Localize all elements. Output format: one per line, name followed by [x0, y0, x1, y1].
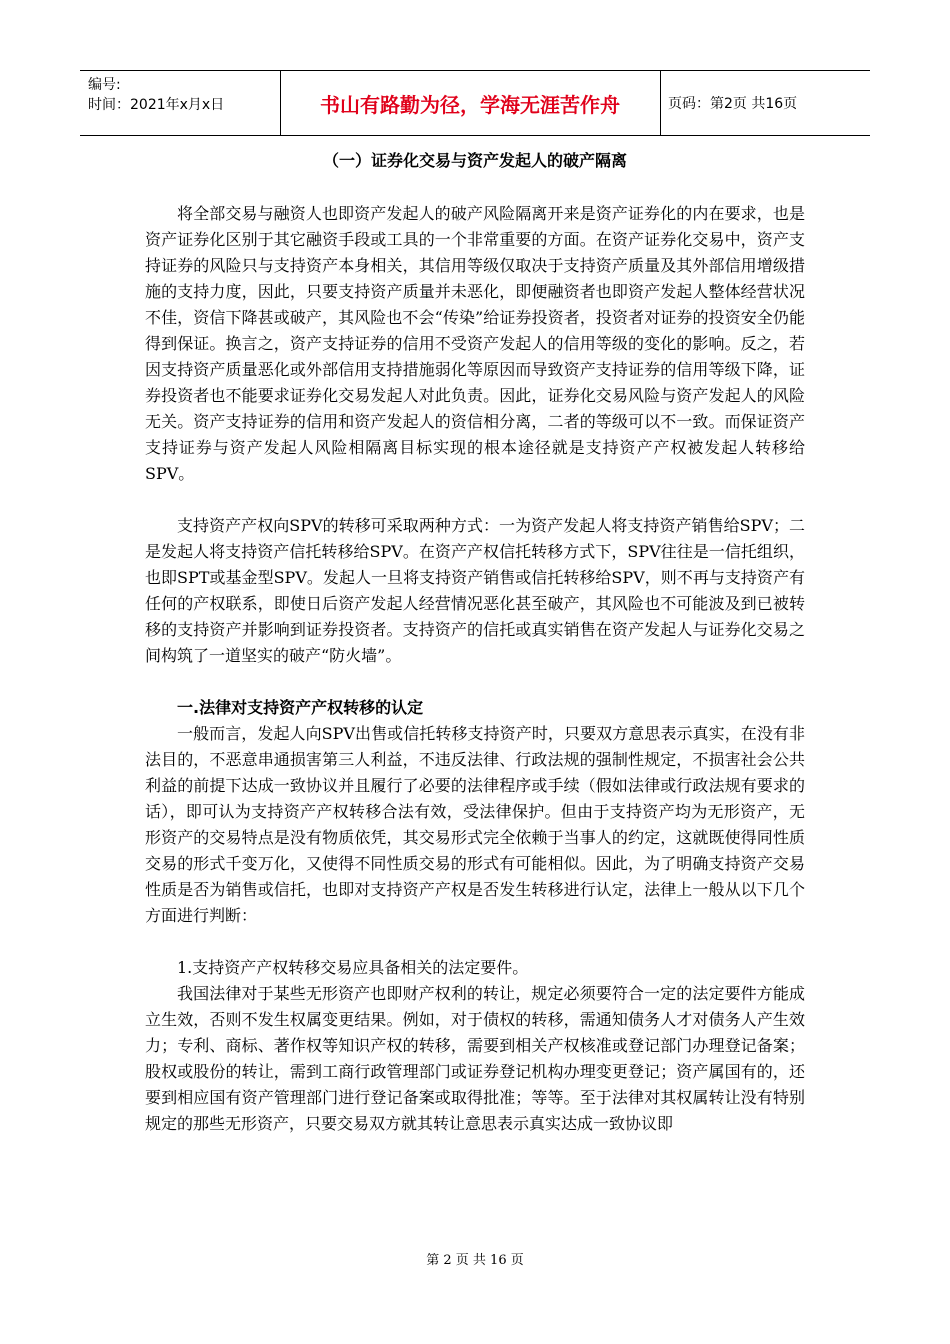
body-paragraph: 一般而言，发起人向SPV出售或信托转移支持资产时，只要双方意思表示真实，在没有非法目的，不恶意串通损害第三人利益，不违反法律、行政法规的强制性规定，不损害社会公共利益的前提下达成一致协议并且履行了必要的法律程序或手续（假如法律或行政法规有要求的话），即可认为支持资产产权转移合法有效，受法律保护。但由于支持资产均为无形资产，无形资产的交易特点是没有物质依凭，其交易形式完全依赖于当事人的约定，这就既使得同性质交易的形式千变万化，又使得不同性质交易的形式有可能相似。因此，为了明确支持资产交易性质是否为销售或信托，也即对支持资产产权是否发生转移进行认定，法律上一般从以下几个方面进行判断： [145, 724, 805, 925]
page-footer: 第 2 页 共 16 页 [426, 1253, 524, 1268]
doc-number-label: 编号: [88, 77, 121, 93]
header-motto: 书山有路勤为径，学海无涯苦作舟 [320, 92, 620, 117]
body-paragraph: 支持资产产权向SPV的转移可采取两种方式：一为资产发起人将支持资产销售给SPV；二是发起人将支持资产信托转移给SPV。在资产产权信托转移方式下，SPV往往是一信托组织，也即SPT或基金型SPV。发起人一旦将支持资产销售或信托转移给SPV，则不再与支持资产有任何的产权联系，即使日后资产发起人经营情况恶化甚至破产，其风险也不可能波及到已被转移的支持资产并影响到证券投资者。支持资产的信托或真实销售在资产发起人与证券化交易之间构筑了一道坚实的破产“防火墙”。 [145, 516, 805, 665]
document-body [145, 148, 805, 1137]
page-header [80, 70, 870, 136]
doc-time-label: 时间：2021年x月x日 [88, 97, 225, 113]
body-paragraph: 将全部交易与融资人也即资产发起人的破产风险隔离开来是资产证券化的内在要求，也是资产证券化区别于其它融资手段或工具的一个非常重要的方面。在资产证券化交易中，资产支持证券的风险只与支持资产本身相关，其信用等级仅取决于支持资产质量及其外部信用增级措施的支持力度，因此，只要支持资产质量并未恶化，即便融资者也即资产发起人整体经营状况不佳，资信下降甚或破产，其风险也不会“传染”给证券投资者，投资者对证券的投资安全仍能得到保证。换言之，资产支持证券的信用不受资产发起人的信用等级的变化的影响。反之，若因支持资产质量恶化或外部信用支持措施弱化等原因而导致资产支持证券的信用等级下降，证券投资者也不能要求证券化交易发起人对此负责。因此，证券化交易风险与资产发起人的风险无关。资产支持证券的信用和资产发起人的资信相分离，二者的等级可以不一致。而保证资产支持证券与资产发起人风险相隔离目标实现的根本途径就是支持资产产权被发起人转移给SPV。 [145, 204, 805, 483]
section-title: （一）证券化交易与资产发起人的破产隔离 [322, 151, 627, 170]
header-divider [660, 71, 661, 135]
sub-heading: 一.法律对支持资产产权转移的认定 [177, 698, 424, 717]
header-page-info: 页码：第2页 共16页 [668, 96, 798, 112]
body-paragraph: 我国法律对于某些无形资产也即财产权利的转让，规定必须要符合一定的法定要件方能成立生效，否则不发生权属变更结果。例如，对于债权的转移，需通知债务人才对债务人产生效力；专利、商标、著作权等知识产权的转移，需要到相关产权核准或登记部门办理登记备案；股权或股份的转让，需到工商行政管理部门或证券登记机构办理变更登记；资产属国有的，还要到相应国有资产管理部门进行登记备案或取得批准；等等。至于法律对其权属转让没有特别规定的那些无形资产，只要交易双方就其转让意思表示真实达成一致协议即 [145, 984, 805, 1133]
header-meta [88, 75, 278, 115]
list-item: 1.支持资产产权转移交易应具备相关的法定要件。 [177, 958, 529, 977]
